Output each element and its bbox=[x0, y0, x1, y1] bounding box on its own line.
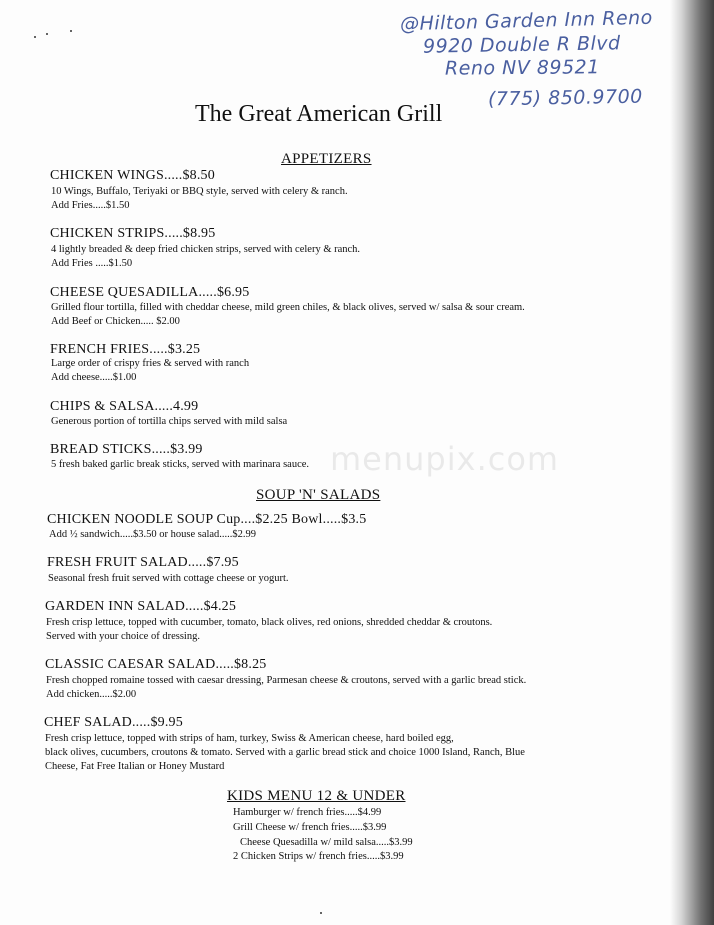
handwritten-street: 9920 Double R Blvd bbox=[422, 32, 621, 58]
restaurant-title: The Great American Grill bbox=[195, 101, 443, 127]
menu-item-title: BREAD STICKS.....$3.99 bbox=[50, 442, 203, 457]
menu-item-title: CHIPS & SALSA.....4.99 bbox=[50, 399, 199, 414]
menu-item-desc: Generous portion of tortilla chips served with mild salsa bbox=[51, 416, 288, 427]
kids-menu-item: 2 Chicken Strips w/ french fries.....$3.99 bbox=[233, 851, 404, 862]
menu-item-title: CHICKEN STRIPS.....$8.95 bbox=[50, 226, 216, 241]
menu-item-title: FRENCH FRIES.....$3.25 bbox=[50, 342, 201, 357]
scan-speck bbox=[34, 36, 36, 38]
menu-item-title: FRESH FRUIT SALAD.....$7.95 bbox=[47, 555, 239, 570]
handwritten-hotel-name: @Hilton Garden Inn Reno bbox=[399, 6, 654, 36]
menu-item-desc: 4 lightly breaded & deep fried chicken strips, served with celery & ranch. bbox=[51, 244, 361, 255]
menu-item-desc: Served with your choice of dressing. bbox=[46, 631, 200, 642]
menu-item-desc: black olives, cucumbers, croutons & tomato. Served with a garlic bread stick and choice 1000 Island, Ranch, Blue bbox=[45, 747, 525, 758]
menu-item-title: CHEESE QUESADILLA.....$6.95 bbox=[50, 285, 250, 300]
kids-menu-item: Cheese Quesadilla w/ mild salsa.....$3.99 bbox=[240, 837, 413, 848]
menu-item-desc: Large order of crispy fries & served with ranch bbox=[51, 358, 250, 369]
menu-item-desc: Seasonal fresh fruit served with cottage cheese or yogurt. bbox=[48, 573, 289, 584]
menu-item-desc: Fresh chopped romaine tossed with caesar dressing, Parmesan cheese & croutons, served with a garlic bread stick. bbox=[46, 675, 527, 686]
kids-menu-heading: KIDS MENU 12 & UNDER bbox=[227, 788, 406, 804]
scan-speck bbox=[46, 33, 48, 35]
soup-salads-heading: SOUP 'N' SALADS bbox=[256, 487, 381, 503]
kids-menu-item: Hamburger w/ french fries.....$4.99 bbox=[233, 807, 382, 818]
scan-edge-shadow bbox=[670, 0, 714, 925]
menu-item-desc: 5 fresh baked garlic break sticks, served with marinara sauce. bbox=[51, 459, 310, 470]
menu-item-title: CHEF SALAD.....$9.95 bbox=[44, 715, 183, 730]
handwritten-city: Reno NV 89521 bbox=[444, 56, 600, 80]
menu-item-desc: Add ½ sandwich.....$3.50 or house salad.....$2.99 bbox=[49, 529, 257, 540]
menu-item-title: GARDEN INN SALAD.....$4.25 bbox=[45, 599, 237, 614]
scan-speck bbox=[320, 912, 322, 914]
kids-menu-item: Grill Cheese w/ french fries.....$3.99 bbox=[233, 822, 387, 833]
menu-item-addon: Add chicken.....$2.00 bbox=[46, 689, 137, 700]
watermark: menupix.com bbox=[330, 440, 560, 478]
scan-speck bbox=[70, 30, 72, 32]
menu-item-title: CLASSIC CAESAR SALAD.....$8.25 bbox=[45, 657, 267, 672]
menu-item-desc: Cheese, Fat Free Italian or Honey Mustard bbox=[45, 761, 225, 772]
menu-item-title: CHICKEN WINGS.....$8.50 bbox=[50, 168, 215, 183]
menu-item-addon: Add cheese.....$1.00 bbox=[51, 372, 137, 383]
handwritten-phone: (775) 850.9700 bbox=[487, 85, 643, 111]
menu-item-desc: Fresh crisp lettuce, topped with strips of ham, turkey, Swiss & American cheese, hard boiled egg, bbox=[45, 733, 454, 744]
menu-item-title: CHICKEN NOODLE SOUP Cup....$2.25 Bowl.....$3.5 bbox=[47, 512, 367, 527]
appetizers-heading: APPETIZERS bbox=[281, 151, 372, 167]
menu-item-desc: Fresh crisp lettuce, topped with cucumber, tomato, black olives, red onions, shredded cheddar & croutons. bbox=[46, 617, 493, 628]
menu-item-desc: Grilled flour tortilla, filled with cheddar cheese, mild green chiles, & black olives, served w/ salsa & sour cream. bbox=[51, 302, 525, 313]
menu-item-addon: Add Beef or Chicken..... $2.00 bbox=[51, 316, 180, 327]
menu-item-desc: 10 Wings, Buffalo, Teriyaki or BBQ style, served with celery & ranch. bbox=[51, 186, 348, 197]
menu-item-addon: Add Fries.....$1.50 bbox=[51, 200, 130, 211]
menu-item-addon: Add Fries .....$1.50 bbox=[51, 258, 133, 269]
